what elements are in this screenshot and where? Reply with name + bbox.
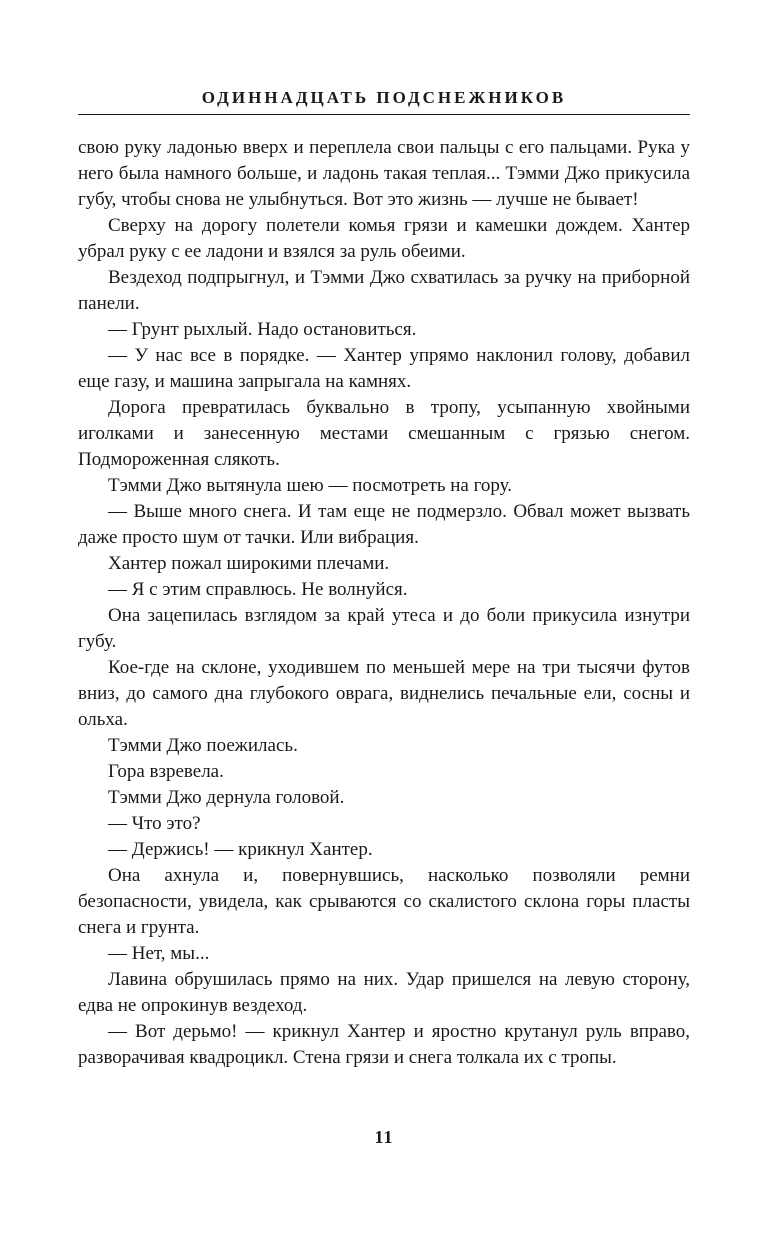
paragraph: — Грунт рыхлый. Надо остановиться. xyxy=(108,319,417,340)
page-footer xyxy=(0,1127,768,1148)
paragraph: Кое-где на склоне, уходившем по меньшей мере на три тысячи футов вниз, до самого дна глубокого оврага, виднелись печальные ели, сосны и ольха. xyxy=(78,657,690,730)
paragraph: Тэмми Джо вытянула шею — посмотреть на гору. xyxy=(108,475,513,496)
paragraph: — У нас все в порядке. — Хантер упрямо наклонил голову, добавил еще газу, и машина запрыгала на камнях. xyxy=(78,345,690,392)
paragraph: Лавина обрушилась прямо на них. Удар пришелся на левую сторону, едва не опрокинув вездеход. xyxy=(78,969,690,1016)
paragraph: Дорога превратилась буквально в тропу, усыпанную хвойными иголками и занесенную местами смешанным с грязью снегом. Подмороженная слякоть. xyxy=(78,397,690,470)
paragraph: — Нет, мы... xyxy=(108,943,210,964)
paragraph: Вездеход подпрыгнул, и Тэмми Джо схватилась за ручку на приборной панели. xyxy=(78,267,690,314)
paragraph: Хантер пожал широкими плечами. xyxy=(108,553,390,574)
paragraph: Тэмми Джо поежилась. xyxy=(108,735,298,756)
header-rule xyxy=(78,114,690,115)
paragraph: Гора взревела. xyxy=(108,761,224,782)
paragraph: — Я с этим справлюсь. Не волнуйся. xyxy=(108,579,408,600)
paragraph: Сверху на дорогу полетели комья грязи и камешки дождем. Хантер убрал руку с ее ладони и взялся за руль обеими. xyxy=(78,215,690,262)
running-head xyxy=(78,0,690,108)
page-text xyxy=(78,135,690,1071)
paragraph: свою руку ладонью вверх и переплела свои пальцы с его пальцами. Рука у него была намного больше, и ладонь такая теплая... Тэмми Джо прикусила губу, чтобы снова не улыбнуться. Вот это жизнь — лучше не бывает! xyxy=(78,137,690,210)
paragraph: — Держись! — крикнул Хантер. xyxy=(108,839,373,860)
paragraph: Она ахнула и, повернувшись, насколько позволяли ремни безопасности, увидела, как срываются со скалистого склона горы пласты снега и грунта. xyxy=(78,865,690,938)
paragraph: Она зацепилась взглядом за край утеса и до боли прикусила изнутри губу. xyxy=(78,605,690,652)
paragraph: — Вот дерьмо! — крикнул Хантер и яростно крутанул руль вправо, разворачивая квадроцикл. Стена грязи и снега толкала их с тропы. xyxy=(78,1021,690,1068)
page-title: ОДИННАДЦАТЬ ПОДСНЕЖНИКОВ xyxy=(201,88,567,107)
paragraph: — Выше много снега. И там еще не подмерзло. Обвал может вызвать даже просто шум от тачки. Или вибрация. xyxy=(78,501,690,548)
page-number: 11 xyxy=(374,1127,394,1147)
paragraph: — Что это? xyxy=(108,813,201,834)
paragraph: Тэмми Джо дернула головой. xyxy=(108,787,345,808)
